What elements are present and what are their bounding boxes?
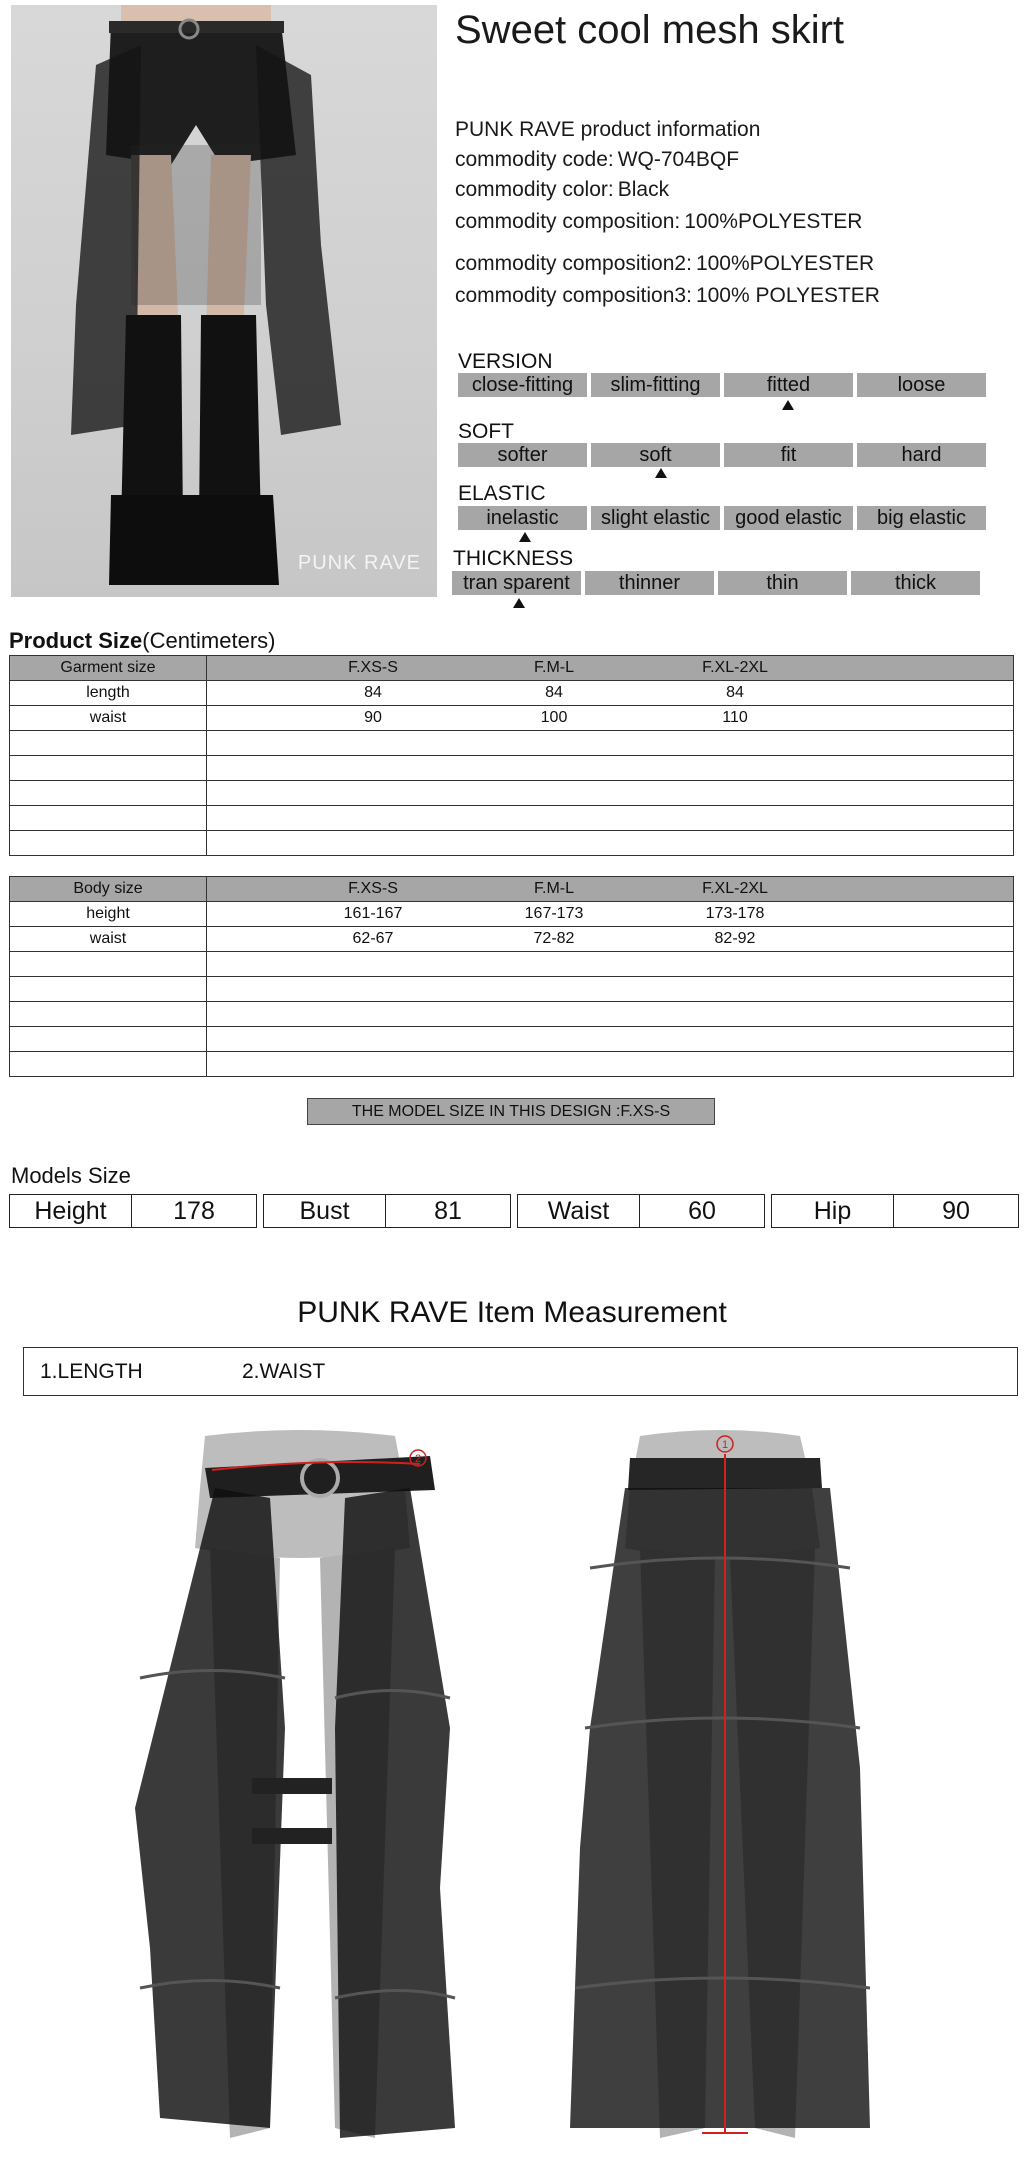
table-cell: 84 bbox=[545, 684, 563, 701]
attr-elastic-title: ELASTIC bbox=[458, 482, 546, 505]
size-col-header: F.XS-S bbox=[348, 659, 398, 676]
attr-thickness-option: tran sparent bbox=[452, 571, 581, 595]
table-header-row bbox=[10, 656, 1014, 681]
attr-elastic-option: good elastic bbox=[724, 506, 853, 530]
model-measure-waist: Waist 60 bbox=[517, 1194, 765, 1228]
attr-elastic-option: big elastic bbox=[857, 506, 986, 530]
models-size-bar bbox=[9, 1194, 1019, 1228]
attr-version-title: VERSION bbox=[458, 350, 553, 373]
product-size-heading: Product Size(Centimeters) bbox=[9, 628, 276, 653]
table-cell: 72-82 bbox=[533, 930, 575, 947]
measure-item-length: 1.LENGTH bbox=[40, 1359, 143, 1383]
table-cell: 173-178 bbox=[705, 905, 765, 922]
measure-item-waist: 2.WAIST bbox=[242, 1359, 326, 1383]
row-label: waist bbox=[10, 927, 207, 952]
marker-2-label: 2 bbox=[414, 1453, 422, 1465]
attr-soft-option: fit bbox=[724, 443, 853, 467]
info-commodity-code: commodity code: WQ-704BQF bbox=[455, 148, 740, 171]
table-row-empty bbox=[10, 806, 1014, 831]
row-label: length bbox=[10, 681, 207, 706]
size-col-header: F.M-L bbox=[534, 880, 574, 897]
row-label: waist bbox=[10, 706, 207, 731]
marker-1-label: 1 bbox=[721, 1439, 729, 1451]
attr-elastic-bar bbox=[458, 506, 986, 530]
selected-marker-icon bbox=[655, 468, 667, 478]
table-cell: 110 bbox=[722, 709, 748, 726]
selected-marker-icon bbox=[513, 598, 525, 608]
body-size-header: Body size bbox=[10, 877, 207, 902]
brand-watermark: PUNK RAVE bbox=[297, 552, 421, 574]
garment-size-header: Garment size bbox=[10, 656, 207, 681]
table-cell: 84 bbox=[364, 684, 382, 701]
attr-elastic-option: inelastic bbox=[458, 506, 587, 530]
table-row bbox=[10, 706, 1014, 731]
table-row-empty bbox=[10, 1002, 1014, 1027]
attr-soft-option: soft bbox=[591, 443, 720, 467]
attr-elastic-option: slight elastic bbox=[591, 506, 720, 530]
table-cell: 161-167 bbox=[343, 905, 403, 922]
attr-version-option: close-fitting bbox=[458, 373, 587, 397]
info-commodity-color: commodity color: Black bbox=[455, 178, 670, 201]
row-label: height bbox=[10, 902, 207, 927]
table-cell: 84 bbox=[726, 684, 744, 701]
attr-soft-bar bbox=[458, 443, 986, 467]
model-illustration bbox=[11, 5, 437, 597]
attr-version-option: slim-fitting bbox=[591, 373, 720, 397]
skirt-front-image bbox=[120, 1428, 490, 2166]
skirt-back-image bbox=[530, 1428, 910, 2166]
model-measure-hip: Hip 90 bbox=[771, 1194, 1019, 1228]
attr-version-option: loose bbox=[857, 373, 986, 397]
attr-thickness-option: thinner bbox=[585, 571, 714, 595]
info-composition-2: commodity composition2: 100%POLYESTER bbox=[455, 252, 875, 275]
info-composition-3: commodity composition3: 100% POLYESTER bbox=[455, 284, 880, 307]
hero-photo bbox=[11, 5, 437, 597]
table-cell: 82-92 bbox=[714, 930, 756, 947]
table-cell: 90 bbox=[364, 709, 382, 726]
table-row bbox=[10, 902, 1014, 927]
size-col-header: F.XS-S bbox=[348, 880, 398, 897]
model-measure-height: Height 178 bbox=[9, 1194, 257, 1228]
table-cell: 100 bbox=[540, 709, 568, 726]
attr-thickness-option: thick bbox=[851, 571, 980, 595]
table-row-empty bbox=[10, 756, 1014, 781]
attr-thickness-option: thin bbox=[718, 571, 847, 595]
measurement-legend bbox=[23, 1347, 1018, 1396]
info-composition-1: commodity composition: 100%POLYESTER bbox=[455, 210, 863, 233]
attr-soft-option: hard bbox=[857, 443, 986, 467]
attr-soft-option: softer bbox=[458, 443, 587, 467]
attr-thickness-bar bbox=[452, 571, 980, 595]
brand-info-line: PUNK RAVE product information bbox=[455, 118, 761, 141]
table-row-empty bbox=[10, 977, 1014, 1002]
garment-size-table bbox=[9, 655, 1014, 856]
size-col-header: F.XL-2XL bbox=[702, 659, 768, 676]
attr-soft-title: SOFT bbox=[458, 420, 514, 443]
table-row-empty bbox=[10, 952, 1014, 977]
table-row-empty bbox=[10, 781, 1014, 806]
attr-version-option: fitted bbox=[724, 373, 853, 397]
table-row-empty bbox=[10, 731, 1014, 756]
measurement-title: PUNK RAVE Item Measurement bbox=[297, 1296, 727, 1329]
table-cell: 62-67 bbox=[352, 930, 394, 947]
body-size-table bbox=[9, 876, 1014, 1077]
selected-marker-icon bbox=[782, 400, 794, 410]
attr-thickness-title: THICKNESS bbox=[453, 547, 574, 570]
table-row bbox=[10, 927, 1014, 952]
selected-marker-icon bbox=[519, 532, 531, 542]
table-row bbox=[10, 681, 1014, 706]
table-row-empty bbox=[10, 1027, 1014, 1052]
table-row-empty bbox=[10, 831, 1014, 856]
model-size-note: THE MODEL SIZE IN THIS DESIGN :F.XS-S bbox=[307, 1098, 715, 1125]
table-row-empty bbox=[10, 1052, 1014, 1077]
models-size-heading: Models Size bbox=[11, 1163, 131, 1188]
size-col-header: F.XL-2XL bbox=[702, 880, 768, 897]
product-title: Sweet cool mesh skirt bbox=[455, 8, 845, 52]
attr-version-bar bbox=[458, 373, 986, 397]
model-measure-bust: Bust 81 bbox=[263, 1194, 511, 1228]
table-cell: 167-173 bbox=[524, 905, 584, 922]
table-header-row bbox=[10, 877, 1014, 902]
size-col-header: F.M-L bbox=[534, 659, 574, 676]
